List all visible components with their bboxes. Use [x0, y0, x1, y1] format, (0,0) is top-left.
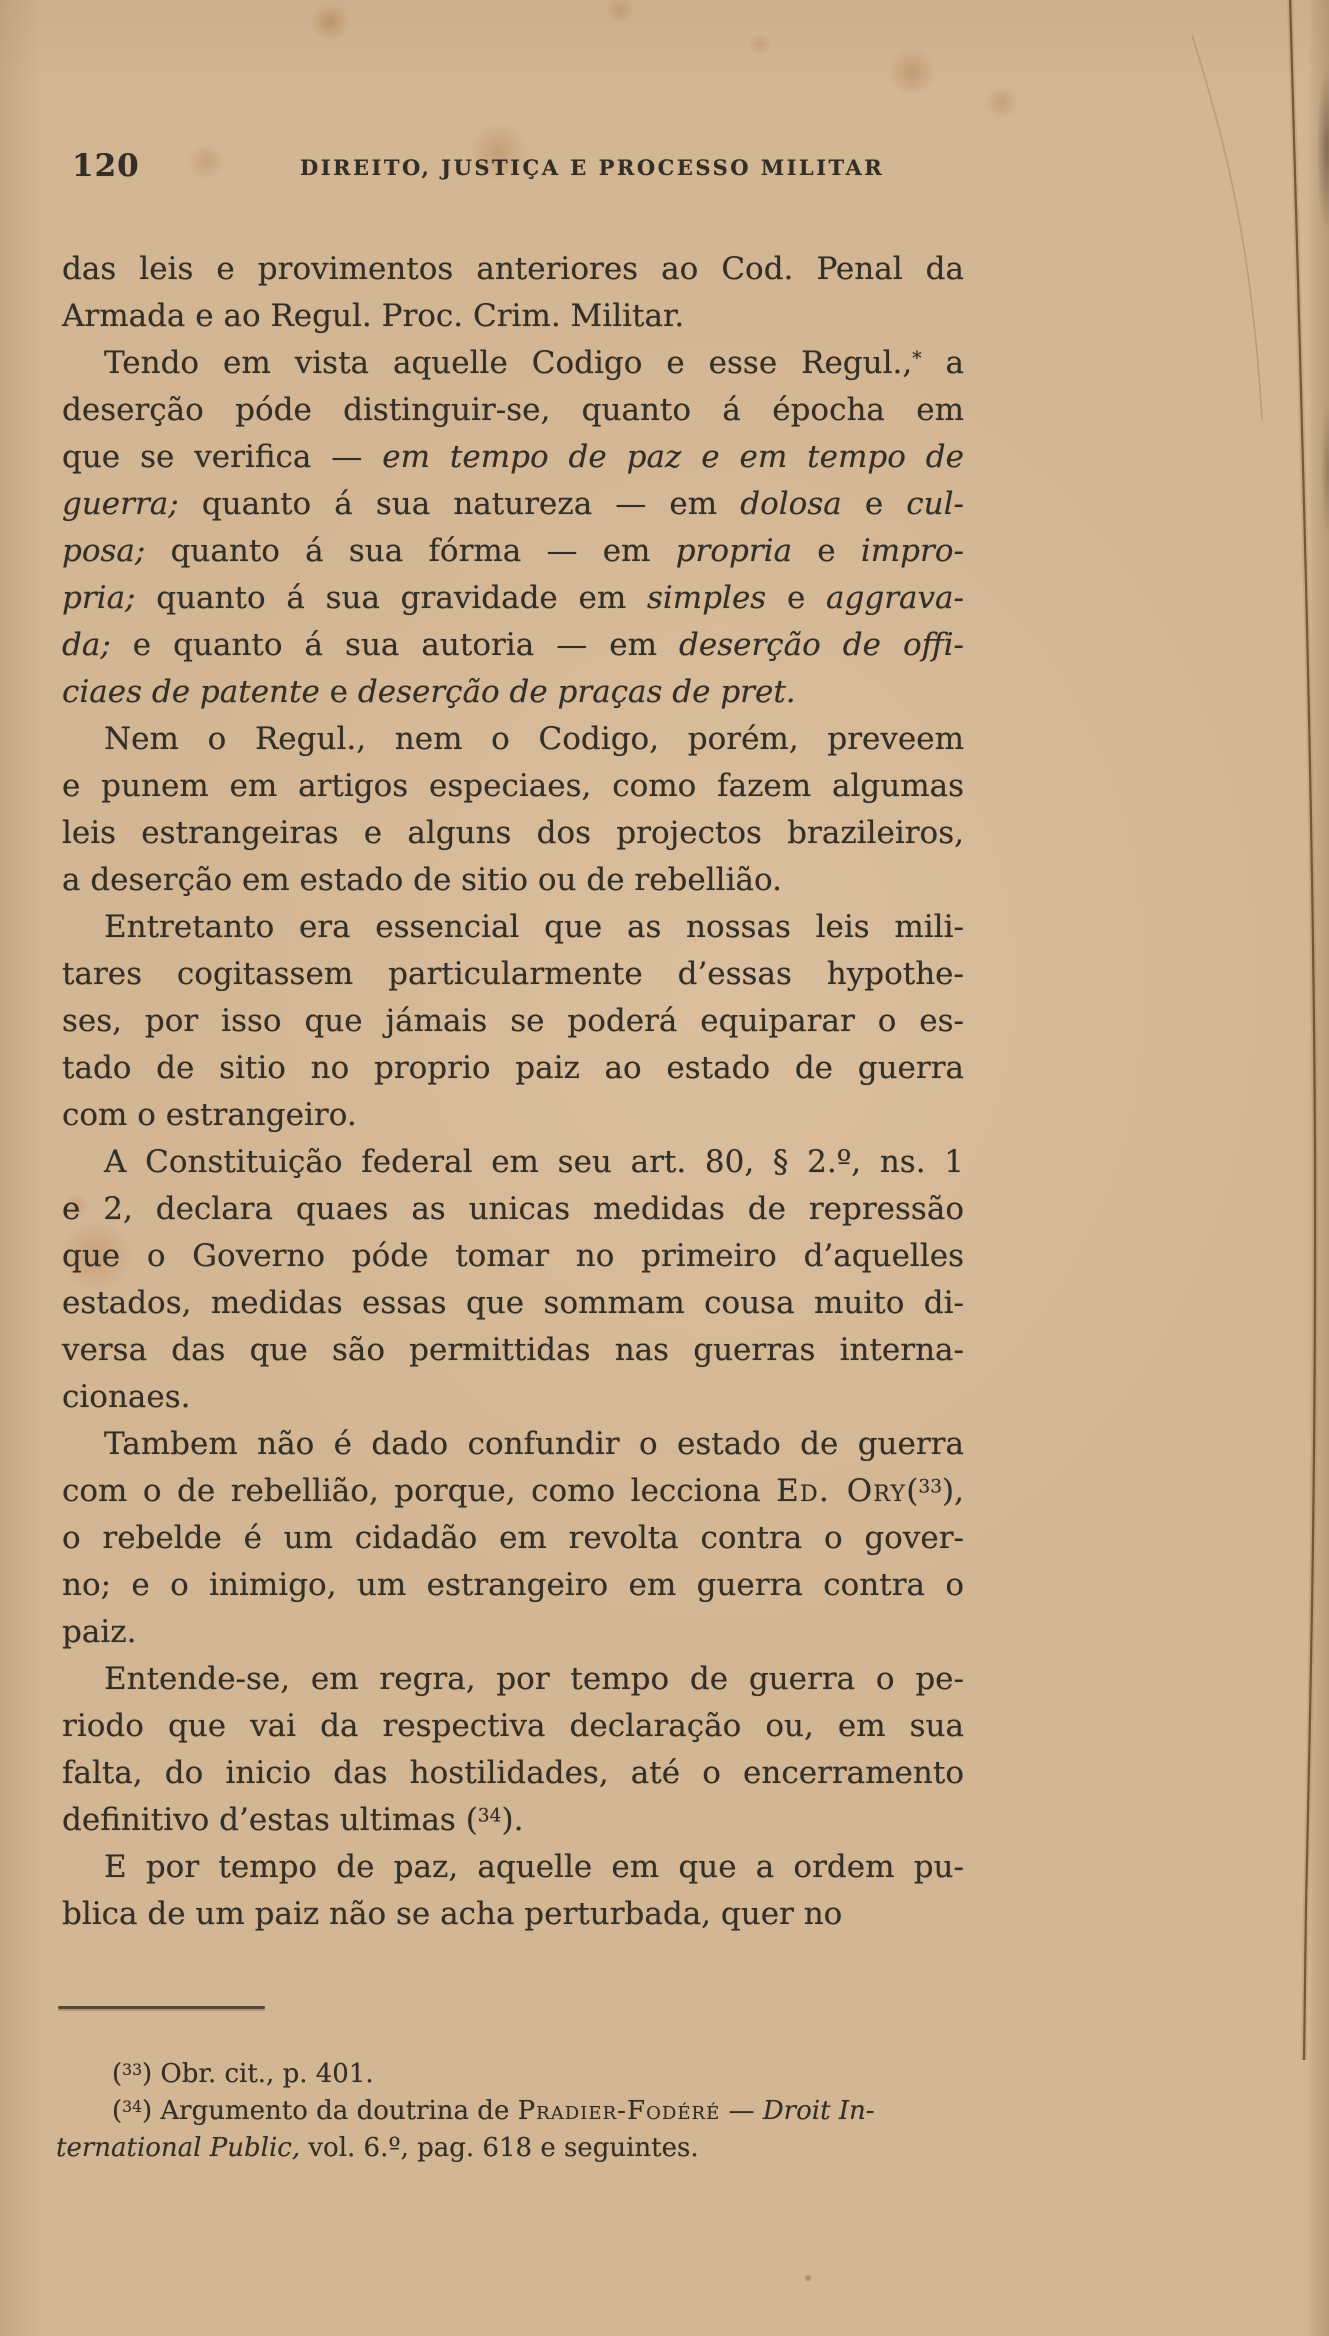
- superscript-segment: 33: [122, 2060, 142, 2079]
- text-line: definitivo d’estas ultimas ($^{34}$).: [62, 1802, 524, 1838]
- italic-segment: aggrava-: [826, 580, 964, 616]
- text-line: Entende-se, em regra, por tempo de guerra o pe-: [104, 1661, 964, 1697]
- text-line: a deserção em estado de sitio ou de rebellião.: [62, 862, 782, 898]
- italic-segment: em tempo de paz e em tempo de: [382, 439, 964, 475]
- italic-segment: dolosa: [740, 486, 842, 522]
- italic-segment: da;: [62, 627, 111, 663]
- page-text: [62, 246, 964, 1938]
- paragraph: [62, 1844, 964, 1938]
- footnote: ternational Public, vol. 6.º, pag. 618 e seguintes.: [56, 2133, 699, 2163]
- text-line: Tambem não é dado confundir o estado de guerra: [104, 1426, 964, 1462]
- italic-segment: ciaes de patente: [62, 674, 320, 710]
- paragraph: [62, 340, 964, 716]
- italic-segment: Droit In-: [762, 2096, 875, 2126]
- text-line: posa; quanto á sua fórma — em propria e impro-: [62, 533, 964, 569]
- text-line: com o estrangeiro.: [62, 1097, 357, 1133]
- footnote: ($^{34}$) Argumento da doutrina de Pradier-Fodéré — Droit In-: [112, 2096, 875, 2126]
- text-line: e punem em artigos especiaes, como fazem algumas: [62, 768, 964, 804]
- text-line: pria; quanto á sua gravidade em simples e aggrava-: [62, 580, 964, 616]
- text-line: leis estrangeiras e alguns dos projectos brazileiros,: [62, 815, 964, 851]
- text-line: que o Governo póde tomar no primeiro d’aquelles: [62, 1238, 964, 1274]
- page-number: 120: [72, 148, 140, 184]
- page-header: [0, 148, 1329, 192]
- footnotes: [56, 2056, 1066, 2167]
- text-line: estados, medidas essas que sommam cousa muito di-: [62, 1285, 964, 1321]
- paragraph: [62, 1139, 964, 1421]
- text-line: riodo que vai da respectiva declaração ou, em sua: [62, 1708, 964, 1744]
- paragraph: [62, 1421, 964, 1656]
- footnote-separator: [58, 2006, 265, 2009]
- italic-segment: pria;: [62, 580, 136, 616]
- text-line: paiz.: [62, 1614, 137, 1650]
- italic-segment: cul-: [906, 486, 964, 522]
- italic-segment: guerra;: [62, 486, 179, 522]
- text-line: tado de sitio no proprio paiz ao estado de guerra: [62, 1050, 964, 1086]
- text-line: Nem o Regul., nem o Codigo, porém, preveem: [104, 721, 964, 757]
- text-line: versa das que são permittidas nas guerras interna-: [62, 1332, 964, 1368]
- footnote: ($^{33}$) Obr. cit., p. 401.: [112, 2059, 374, 2089]
- text-line: e 2, declara quaes as unicas medidas de repressão: [62, 1191, 964, 1227]
- text-line: guerra; quanto á sua natureza — em dolosa e cul-: [62, 486, 964, 522]
- paragraph: [62, 246, 964, 340]
- text-line: tares cogitassem particularmente d’essas hypothe-: [62, 956, 964, 992]
- italic-segment: simples: [646, 580, 767, 616]
- italic-segment: deserção de offi-: [679, 627, 965, 663]
- text-line: ses, por isso que jámais se poderá equiparar o es-: [62, 1003, 964, 1039]
- text-line: E por tempo de paz, aquelle em que a ordem pu-: [104, 1849, 964, 1885]
- italic-segment: propria: [675, 533, 793, 569]
- italic-segment: ternational Public,: [56, 2133, 301, 2163]
- smallcaps-segment: Ed. Ory: [776, 1473, 907, 1509]
- italic-segment: deserção de praças de pret.: [357, 674, 796, 710]
- text-line: Tendo em vista aquelle Codigo e esse Regul.,* a: [104, 345, 964, 381]
- text-line: que se verifica — em tempo de paz e em tempo de: [62, 439, 964, 475]
- text-line: blica de um paiz não se acha perturbada, quer no: [62, 1896, 843, 1932]
- text-line: A Constituição federal em seu art. 80, § 2.º, ns. 1: [104, 1144, 964, 1180]
- paragraph: [62, 716, 964, 904]
- text-line: no; e o inimigo, um estrangeiro em guerra contra o: [62, 1567, 964, 1603]
- text-line: cionaes.: [62, 1379, 191, 1415]
- text-line: das leis e provimentos anteriores ao Cod. Penal da: [62, 251, 964, 287]
- text-line: Entretanto era essencial que as nossas leis mili-: [104, 909, 964, 945]
- text-line: com o de rebellião, porque, como lecciona Ed. Ory($^{33}$),: [62, 1473, 964, 1509]
- paragraph: [62, 904, 964, 1139]
- smallcaps-segment: Pradier-Fodéré: [517, 2096, 721, 2126]
- italic-segment: impro-: [860, 533, 964, 569]
- italic-segment: posa;: [62, 533, 146, 569]
- text-line: deserção póde distinguir-se, quanto á épocha em: [62, 392, 964, 428]
- superscript-segment: 33: [918, 1476, 943, 1498]
- superscript-segment: *: [912, 348, 922, 370]
- text-line: Armada e ao Regul. Proc. Crim. Militar.: [62, 298, 685, 334]
- text-line: falta, do inicio das hostilidades, até o encerramento: [62, 1755, 964, 1791]
- superscript-segment: 34: [477, 1805, 502, 1827]
- text-line: ciaes de patente e deserção de praças de pret.: [62, 674, 796, 710]
- superscript-segment: 34: [122, 2097, 142, 2116]
- running-title: DIREITO, JUSTIÇA E PROCESSO MILITAR: [300, 155, 885, 180]
- paragraph: [62, 1656, 964, 1844]
- text-line: da; e quanto á sua autoria — em deserção de offi-: [62, 627, 965, 663]
- text-line: o rebelde é um cidadão em revolta contra o gover-: [62, 1520, 964, 1556]
